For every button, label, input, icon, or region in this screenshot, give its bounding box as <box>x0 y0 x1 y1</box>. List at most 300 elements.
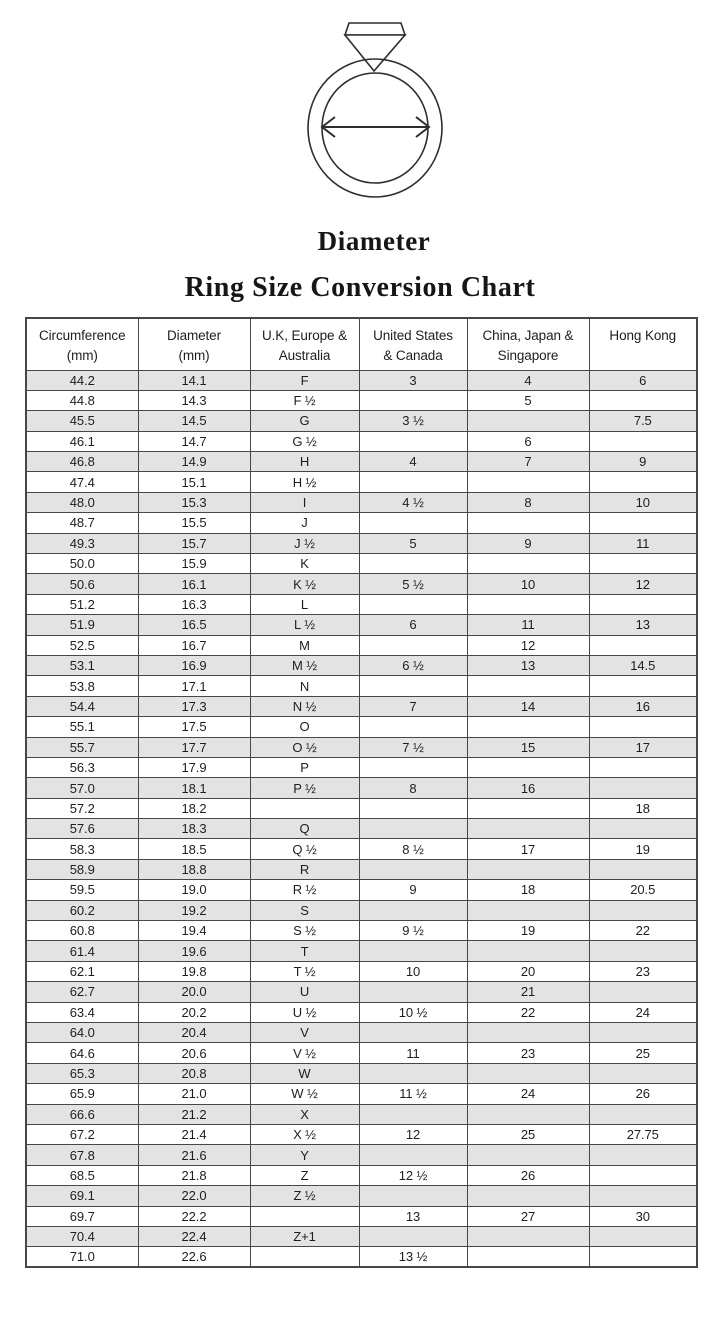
cell-diameter-mm: 14.5 <box>138 411 250 431</box>
table-row <box>26 1104 697 1124</box>
cell-diameter-mm: 20.8 <box>138 1063 250 1083</box>
cell-china-japan-singapore: 4 <box>467 370 589 390</box>
cell-united-states-canada: 6 ½ <box>359 655 467 675</box>
cell-diameter-mm: 17.1 <box>138 676 250 696</box>
cell-china-japan-singapore <box>467 1063 589 1083</box>
cell-diameter-mm: 21.4 <box>138 1124 250 1144</box>
cell-china-japan-singapore: 5 <box>467 390 589 410</box>
cell-hong-kong <box>589 757 697 777</box>
table-row <box>26 594 697 614</box>
table-row <box>26 982 697 1002</box>
cell-diameter-mm: 16.5 <box>138 615 250 635</box>
cell-uk-europe-australia: W ½ <box>250 1084 359 1104</box>
table-row <box>26 1124 697 1144</box>
cell-hong-kong <box>589 1186 697 1206</box>
cell-circumference-mm: 49.3 <box>26 533 138 553</box>
cell-united-states-canada <box>359 982 467 1002</box>
cell-circumference-mm: 57.0 <box>26 778 138 798</box>
cell-diameter-mm: 16.3 <box>138 594 250 614</box>
cell-china-japan-singapore <box>467 1226 589 1246</box>
cell-uk-europe-australia: J <box>250 513 359 533</box>
cell-circumference-mm: 57.2 <box>26 798 138 818</box>
cell-uk-europe-australia <box>250 1247 359 1267</box>
cell-diameter-mm: 21.2 <box>138 1104 250 1124</box>
cell-diameter-mm: 16.1 <box>138 574 250 594</box>
cell-china-japan-singapore <box>467 411 589 431</box>
cell-uk-europe-australia: H <box>250 452 359 472</box>
cell-hong-kong <box>589 859 697 879</box>
cell-uk-europe-australia: K <box>250 554 359 574</box>
cell-china-japan-singapore <box>467 554 589 574</box>
cell-hong-kong <box>589 594 697 614</box>
cell-circumference-mm: 58.3 <box>26 839 138 859</box>
cell-circumference-mm: 67.8 <box>26 1145 138 1165</box>
cell-hong-kong <box>589 900 697 920</box>
table-row <box>26 513 697 533</box>
cell-united-states-canada <box>359 1186 467 1206</box>
col-header-china-japan-singapore: China, Japan & Singapore <box>467 318 589 370</box>
table-row <box>26 1145 697 1165</box>
cell-united-states-canada: 5 <box>359 533 467 553</box>
cell-hong-kong <box>589 717 697 737</box>
cell-circumference-mm: 65.9 <box>26 1084 138 1104</box>
cell-hong-kong: 12 <box>589 574 697 594</box>
cell-diameter-mm: 15.5 <box>138 513 250 533</box>
cell-diameter-mm: 17.5 <box>138 717 250 737</box>
cell-china-japan-singapore: 18 <box>467 880 589 900</box>
table-row <box>26 941 697 961</box>
cell-hong-kong: 26 <box>589 1084 697 1104</box>
cell-china-japan-singapore: 14 <box>467 696 589 716</box>
cell-circumference-mm: 60.2 <box>26 900 138 920</box>
cell-diameter-mm: 16.9 <box>138 655 250 675</box>
cell-diameter-mm: 19.0 <box>138 880 250 900</box>
table-row <box>26 1186 697 1206</box>
cell-circumference-mm: 65.3 <box>26 1063 138 1083</box>
cell-hong-kong: 24 <box>589 1002 697 1022</box>
cell-united-states-canada: 5 ½ <box>359 574 467 594</box>
cell-diameter-mm: 15.1 <box>138 472 250 492</box>
table-row <box>26 1247 697 1267</box>
cell-china-japan-singapore: 9 <box>467 533 589 553</box>
cell-china-japan-singapore <box>467 941 589 961</box>
cell-circumference-mm: 48.0 <box>26 492 138 512</box>
cell-china-japan-singapore: 13 <box>467 655 589 675</box>
table-row <box>26 757 697 777</box>
cell-hong-kong: 10 <box>589 492 697 512</box>
cell-circumference-mm: 55.7 <box>26 737 138 757</box>
cell-diameter-mm: 22.0 <box>138 1186 250 1206</box>
cell-diameter-mm: 19.6 <box>138 941 250 961</box>
cell-uk-europe-australia: H ½ <box>250 472 359 492</box>
table-row <box>26 533 697 553</box>
cell-circumference-mm: 44.8 <box>26 390 138 410</box>
cell-china-japan-singapore: 23 <box>467 1043 589 1063</box>
cell-diameter-mm: 16.7 <box>138 635 250 655</box>
cell-united-states-canada <box>359 472 467 492</box>
table-row <box>26 1165 697 1185</box>
cell-uk-europe-australia: F <box>250 370 359 390</box>
cell-china-japan-singapore <box>467 1247 589 1267</box>
cell-uk-europe-australia: Z ½ <box>250 1186 359 1206</box>
cell-circumference-mm: 62.1 <box>26 961 138 981</box>
cell-circumference-mm: 70.4 <box>26 1226 138 1246</box>
cell-uk-europe-australia: U <box>250 982 359 1002</box>
cell-china-japan-singapore: 22 <box>467 1002 589 1022</box>
cell-diameter-mm: 19.8 <box>138 961 250 981</box>
cell-china-japan-singapore: 19 <box>467 921 589 941</box>
cell-china-japan-singapore: 17 <box>467 839 589 859</box>
cell-united-states-canada <box>359 717 467 737</box>
table-row <box>26 492 697 512</box>
cell-hong-kong <box>589 1145 697 1165</box>
cell-hong-kong: 6 <box>589 370 697 390</box>
cell-hong-kong: 17 <box>589 737 697 757</box>
cell-diameter-mm: 17.3 <box>138 696 250 716</box>
cell-diameter-mm: 15.9 <box>138 554 250 574</box>
diameter-arrow-icon <box>322 117 429 137</box>
cell-united-states-canada: 10 ½ <box>359 1002 467 1022</box>
cell-hong-kong <box>589 819 697 839</box>
cell-united-states-canada: 13 ½ <box>359 1247 467 1267</box>
cell-hong-kong <box>589 1226 697 1246</box>
table-row <box>26 574 697 594</box>
cell-united-states-canada: 9 <box>359 880 467 900</box>
cell-hong-kong: 25 <box>589 1043 697 1063</box>
table-row <box>26 737 697 757</box>
cell-circumference-mm: 45.5 <box>26 411 138 431</box>
table-row <box>26 1043 697 1063</box>
cell-china-japan-singapore: 25 <box>467 1124 589 1144</box>
diamond-crown-icon <box>345 23 405 35</box>
cell-china-japan-singapore <box>467 717 589 737</box>
cell-diameter-mm: 14.3 <box>138 390 250 410</box>
ring-illustration <box>255 13 495 205</box>
cell-china-japan-singapore <box>467 798 589 818</box>
cell-diameter-mm: 18.8 <box>138 859 250 879</box>
cell-uk-europe-australia: L <box>250 594 359 614</box>
cell-uk-europe-australia: M <box>250 635 359 655</box>
cell-circumference-mm: 69.7 <box>26 1206 138 1226</box>
cell-hong-kong: 7.5 <box>589 411 697 431</box>
cell-hong-kong: 14.5 <box>589 655 697 675</box>
cell-circumference-mm: 52.5 <box>26 635 138 655</box>
cell-diameter-mm: 18.5 <box>138 839 250 859</box>
cell-united-states-canada <box>359 390 467 410</box>
cell-hong-kong <box>589 778 697 798</box>
cell-circumference-mm: 71.0 <box>26 1247 138 1267</box>
cell-china-japan-singapore: 24 <box>467 1084 589 1104</box>
cell-circumference-mm: 59.5 <box>26 880 138 900</box>
table-row <box>26 1023 697 1043</box>
cell-united-states-canada: 11 ½ <box>359 1084 467 1104</box>
cell-united-states-canada: 11 <box>359 1043 467 1063</box>
table-row <box>26 411 697 431</box>
cell-uk-europe-australia: Q <box>250 819 359 839</box>
diameter-label: Diameter <box>317 226 431 256</box>
cell-uk-europe-australia: M ½ <box>250 655 359 675</box>
cell-diameter-mm: 18.3 <box>138 819 250 839</box>
cell-circumference-mm: 61.4 <box>26 941 138 961</box>
table-row <box>26 859 697 879</box>
cell-hong-kong: 9 <box>589 452 697 472</box>
cell-diameter-mm: 22.2 <box>138 1206 250 1226</box>
table-row <box>26 472 697 492</box>
cell-china-japan-singapore <box>467 819 589 839</box>
cell-china-japan-singapore: 11 <box>467 615 589 635</box>
cell-uk-europe-australia: G ½ <box>250 431 359 451</box>
col-header-uk-europe-australia: U.K, Europe & Australia <box>250 318 359 370</box>
cell-china-japan-singapore <box>467 1145 589 1165</box>
cell-china-japan-singapore: 16 <box>467 778 589 798</box>
cell-circumference-mm: 67.2 <box>26 1124 138 1144</box>
cell-uk-europe-australia: V ½ <box>250 1043 359 1063</box>
cell-diameter-mm: 17.9 <box>138 757 250 777</box>
cell-diameter-mm: 19.2 <box>138 900 250 920</box>
cell-uk-europe-australia: P ½ <box>250 778 359 798</box>
cell-diameter-mm: 20.2 <box>138 1002 250 1022</box>
cell-united-states-canada <box>359 1063 467 1083</box>
cell-united-states-canada <box>359 594 467 614</box>
cell-united-states-canada <box>359 1226 467 1246</box>
cell-hong-kong: 13 <box>589 615 697 635</box>
cell-china-japan-singapore <box>467 1186 589 1206</box>
table-row <box>26 655 697 675</box>
diamond-pavilion-icon <box>345 35 405 71</box>
cell-diameter-mm: 21.0 <box>138 1084 250 1104</box>
cell-circumference-mm: 56.3 <box>26 757 138 777</box>
cell-united-states-canada: 12 ½ <box>359 1165 467 1185</box>
cell-hong-kong: 30 <box>589 1206 697 1226</box>
cell-china-japan-singapore: 21 <box>467 982 589 1002</box>
cell-hong-kong: 18 <box>589 798 697 818</box>
cell-diameter-mm: 20.0 <box>138 982 250 1002</box>
table-row <box>26 1206 697 1226</box>
cell-china-japan-singapore: 12 <box>467 635 589 655</box>
cell-circumference-mm: 46.1 <box>26 431 138 451</box>
cell-united-states-canada <box>359 431 467 451</box>
table-row <box>26 1226 697 1246</box>
cell-china-japan-singapore <box>467 900 589 920</box>
table-row <box>26 431 697 451</box>
cell-diameter-mm: 21.8 <box>138 1165 250 1185</box>
cell-circumference-mm: 54.4 <box>26 696 138 716</box>
cell-china-japan-singapore <box>467 594 589 614</box>
cell-hong-kong <box>589 472 697 492</box>
cell-circumference-mm: 64.0 <box>26 1023 138 1043</box>
cell-hong-kong <box>589 431 697 451</box>
cell-circumference-mm: 50.6 <box>26 574 138 594</box>
cell-uk-europe-australia: J ½ <box>250 533 359 553</box>
cell-diameter-mm: 21.6 <box>138 1145 250 1165</box>
table-row <box>26 615 697 635</box>
header-row <box>26 318 697 370</box>
cell-uk-europe-australia: R ½ <box>250 880 359 900</box>
cell-china-japan-singapore <box>467 513 589 533</box>
page-title: Ring Size Conversion Chart <box>184 272 536 303</box>
cell-hong-kong <box>589 1247 697 1267</box>
cell-united-states-canada: 8 <box>359 778 467 798</box>
cell-uk-europe-australia: O <box>250 717 359 737</box>
cell-diameter-mm: 18.1 <box>138 778 250 798</box>
cell-china-japan-singapore: 8 <box>467 492 589 512</box>
cell-china-japan-singapore: 15 <box>467 737 589 757</box>
cell-hong-kong <box>589 1104 697 1124</box>
table-row <box>26 880 697 900</box>
table-row <box>26 778 697 798</box>
cell-diameter-mm: 20.6 <box>138 1043 250 1063</box>
cell-uk-europe-australia <box>250 1206 359 1226</box>
cell-uk-europe-australia: P <box>250 757 359 777</box>
table-row <box>26 390 697 410</box>
table-row <box>26 798 697 818</box>
cell-diameter-mm: 22.6 <box>138 1247 250 1267</box>
cell-uk-europe-australia: V <box>250 1023 359 1043</box>
cell-united-states-canada <box>359 1023 467 1043</box>
cell-circumference-mm: 58.9 <box>26 859 138 879</box>
cell-circumference-mm: 48.7 <box>26 513 138 533</box>
cell-diameter-mm: 22.4 <box>138 1226 250 1246</box>
cell-circumference-mm: 50.0 <box>26 554 138 574</box>
cell-circumference-mm: 51.9 <box>26 615 138 635</box>
cell-uk-europe-australia: W <box>250 1063 359 1083</box>
cell-china-japan-singapore <box>467 676 589 696</box>
cell-uk-europe-australia: Y <box>250 1145 359 1165</box>
cell-uk-europe-australia: Z+1 <box>250 1226 359 1246</box>
cell-hong-kong: 19 <box>589 839 697 859</box>
ring-diagram <box>0 0 720 205</box>
cell-circumference-mm: 57.6 <box>26 819 138 839</box>
cell-united-states-canada: 3 <box>359 370 467 390</box>
cell-china-japan-singapore: 26 <box>467 1165 589 1185</box>
cell-hong-kong <box>589 1063 697 1083</box>
cell-united-states-canada <box>359 859 467 879</box>
cell-uk-europe-australia: X <box>250 1104 359 1124</box>
cell-united-states-canada: 4 <box>359 452 467 472</box>
cell-diameter-mm: 15.7 <box>138 533 250 553</box>
cell-circumference-mm: 68.5 <box>26 1165 138 1185</box>
table-row <box>26 554 697 574</box>
table-row <box>26 1084 697 1104</box>
cell-united-states-canada <box>359 1145 467 1165</box>
cell-china-japan-singapore: 6 <box>467 431 589 451</box>
col-header-hong-kong: Hong Kong <box>589 318 697 370</box>
cell-circumference-mm: 60.8 <box>26 921 138 941</box>
cell-china-japan-singapore: 7 <box>467 452 589 472</box>
cell-diameter-mm: 18.2 <box>138 798 250 818</box>
cell-diameter-mm: 15.3 <box>138 492 250 512</box>
cell-circumference-mm: 66.6 <box>26 1104 138 1124</box>
cell-circumference-mm: 53.1 <box>26 655 138 675</box>
cell-china-japan-singapore <box>467 757 589 777</box>
cell-united-states-canada <box>359 941 467 961</box>
cell-united-states-canada: 8 ½ <box>359 839 467 859</box>
cell-circumference-mm: 55.1 <box>26 717 138 737</box>
cell-uk-europe-australia: U ½ <box>250 1002 359 1022</box>
cell-diameter-mm: 17.7 <box>138 737 250 757</box>
cell-hong-kong <box>589 1165 697 1185</box>
cell-united-states-canada: 12 <box>359 1124 467 1144</box>
cell-united-states-canada: 6 <box>359 615 467 635</box>
conversion-table <box>25 317 698 1268</box>
table-row <box>26 819 697 839</box>
cell-united-states-canada <box>359 513 467 533</box>
table-row <box>26 676 697 696</box>
cell-circumference-mm: 51.2 <box>26 594 138 614</box>
cell-hong-kong: 16 <box>589 696 697 716</box>
cell-uk-europe-australia: L ½ <box>250 615 359 635</box>
table-row <box>26 900 697 920</box>
cell-hong-kong <box>589 982 697 1002</box>
cell-uk-europe-australia: S ½ <box>250 921 359 941</box>
conversion-table-body <box>26 370 697 1267</box>
cell-uk-europe-australia: I <box>250 492 359 512</box>
cell-circumference-mm: 47.4 <box>26 472 138 492</box>
col-header-united-states-canada: United States & Canada <box>359 318 467 370</box>
table-row <box>26 839 697 859</box>
cell-united-states-canada: 4 ½ <box>359 492 467 512</box>
cell-circumference-mm: 64.6 <box>26 1043 138 1063</box>
col-header-diameter: Diameter (mm) <box>138 318 250 370</box>
cell-uk-europe-australia: R <box>250 859 359 879</box>
cell-uk-europe-australia: F ½ <box>250 390 359 410</box>
cell-circumference-mm: 46.8 <box>26 452 138 472</box>
cell-diameter-mm: 14.7 <box>138 431 250 451</box>
table-row <box>26 1002 697 1022</box>
cell-hong-kong <box>589 676 697 696</box>
cell-united-states-canada <box>359 635 467 655</box>
cell-united-states-canada: 9 ½ <box>359 921 467 941</box>
table-row <box>26 1063 697 1083</box>
table-row <box>26 696 697 716</box>
cell-hong-kong <box>589 554 697 574</box>
cell-united-states-canada <box>359 676 467 696</box>
table-row <box>26 717 697 737</box>
cell-hong-kong: 22 <box>589 921 697 941</box>
cell-circumference-mm: 44.2 <box>26 370 138 390</box>
table-row <box>26 635 697 655</box>
cell-uk-europe-australia: K ½ <box>250 574 359 594</box>
cell-diameter-mm: 14.9 <box>138 452 250 472</box>
cell-circumference-mm: 53.8 <box>26 676 138 696</box>
cell-diameter-mm: 14.1 <box>138 370 250 390</box>
cell-uk-europe-australia: Z <box>250 1165 359 1185</box>
cell-hong-kong <box>589 390 697 410</box>
cell-united-states-canada: 3 ½ <box>359 411 467 431</box>
cell-china-japan-singapore: 20 <box>467 961 589 981</box>
cell-hong-kong: 27.75 <box>589 1124 697 1144</box>
cell-uk-europe-australia: T ½ <box>250 961 359 981</box>
cell-diameter-mm: 20.4 <box>138 1023 250 1043</box>
cell-united-states-canada <box>359 1104 467 1124</box>
cell-uk-europe-australia: G <box>250 411 359 431</box>
cell-hong-kong <box>589 1023 697 1043</box>
cell-uk-europe-australia: T <box>250 941 359 961</box>
cell-china-japan-singapore <box>467 1104 589 1124</box>
cell-united-states-canada <box>359 554 467 574</box>
cell-uk-europe-australia: N <box>250 676 359 696</box>
cell-united-states-canada <box>359 757 467 777</box>
cell-united-states-canada <box>359 819 467 839</box>
cell-circumference-mm: 69.1 <box>26 1186 138 1206</box>
cell-uk-europe-australia: N ½ <box>250 696 359 716</box>
cell-hong-kong: 11 <box>589 533 697 553</box>
table-row <box>26 921 697 941</box>
cell-united-states-canada: 7 ½ <box>359 737 467 757</box>
cell-united-states-canada: 7 <box>359 696 467 716</box>
table-row <box>26 370 697 390</box>
cell-hong-kong <box>589 941 697 961</box>
